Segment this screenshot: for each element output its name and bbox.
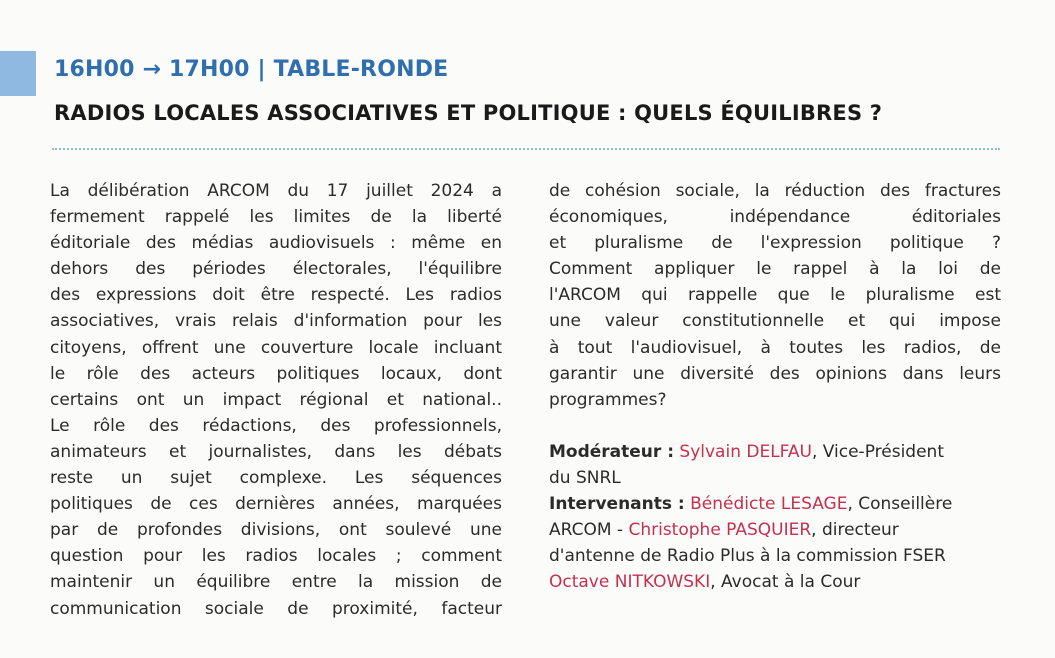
moderator-label: Modérateur : [549, 441, 675, 462]
time-slot-heading: 16H00 → 17H00 | TABLE-RONDE [54, 57, 449, 82]
panelists-label: Intervenants : [549, 494, 685, 515]
panelist-role: ARCOM - [549, 520, 629, 541]
panelist-name: Christophe PASQUIER [628, 520, 812, 541]
text-line: reste un sujet complexe. Les séquences [50, 468, 502, 489]
moderator-role: , Vice-Président [811, 441, 944, 462]
text-line: une valeur constitutionnelle et qui impose [549, 311, 1001, 332]
text-line: des expressions doit être respecté. Les radios [50, 285, 502, 306]
text-line: La délibération ARCOM du 17 juillet 2024 a [50, 181, 502, 201]
text-line: maintenir un équilibre entre la mission de [50, 572, 502, 593]
text-line: question pour les radios locales ; comment [50, 546, 502, 567]
text-line: de cohésion sociale, la réduction des fractures [549, 181, 1001, 201]
session-title: RADIOS LOCALES ASSOCIATIVES ET POLITIQUE : QUELS ÉQUILIBRES ? [54, 101, 883, 125]
text-line: éditoriale des médias audiovisuels : même en [50, 233, 502, 254]
text-line: politiques de ces dernières années, marquées [50, 494, 502, 515]
text-line: programmes? [549, 389, 667, 410]
text-line: le rôle des acteurs politiques locaux, dont [50, 363, 502, 384]
text-line: animateurs et journalistes, dans les débats [50, 441, 502, 462]
text-line: et pluralisme de l'expression politique ? [549, 233, 1001, 254]
description-left-column [50, 178, 502, 622]
description-right-column [549, 178, 1001, 595]
text-line: Le rôle des rédactions, des professionnels, [50, 415, 502, 436]
text-line: dehors des périodes électorales, l'équilibre [50, 259, 502, 280]
text-line: l'ARCOM qui rappelle que le pluralisme est [549, 285, 1001, 306]
spacer [549, 413, 1001, 439]
moderator-name: Sylvain DELFAU [679, 441, 812, 462]
panelist-role: , directeur [811, 520, 899, 541]
panelists-block [549, 491, 1001, 595]
accent-tab [0, 51, 36, 96]
panelist-name: Bénédicte LESAGE [690, 494, 848, 515]
text-line: à tout l'audiovisuel, à toutes les radios, de [549, 337, 1001, 358]
moderator-block [549, 439, 1001, 491]
panelist-name: Octave NITKOWSKI [549, 572, 711, 593]
text-line: garantir une diversité des opinions dans leurs [549, 363, 1001, 384]
text-line: communication sociale de proximité, facteur [50, 598, 502, 619]
text-line: citoyens, offrent une couverture locale incluant [50, 337, 502, 358]
panelist-role: d'antenne de Radio Plus à la commission FSER [549, 546, 946, 567]
text-line: fermement rappelé les limites de la liberté [50, 207, 502, 228]
text-line: certains ont un impact régional et national.. [50, 389, 502, 410]
moderator-role-org: du SNRL [549, 467, 621, 488]
text-line: Comment appliquer le rappel à la loi de [549, 259, 1001, 280]
panelist-role: , Conseillère [847, 494, 953, 515]
dotted-divider [52, 148, 1000, 150]
panelist-role: , Avocat à la Cour [710, 572, 861, 593]
text-line: associatives, vrais relais d'information pour les [50, 311, 502, 332]
text-line: économiques, indépendance éditoriales [549, 207, 1001, 228]
text-line: par de profondes divisions, ont soulevé une [50, 520, 502, 541]
